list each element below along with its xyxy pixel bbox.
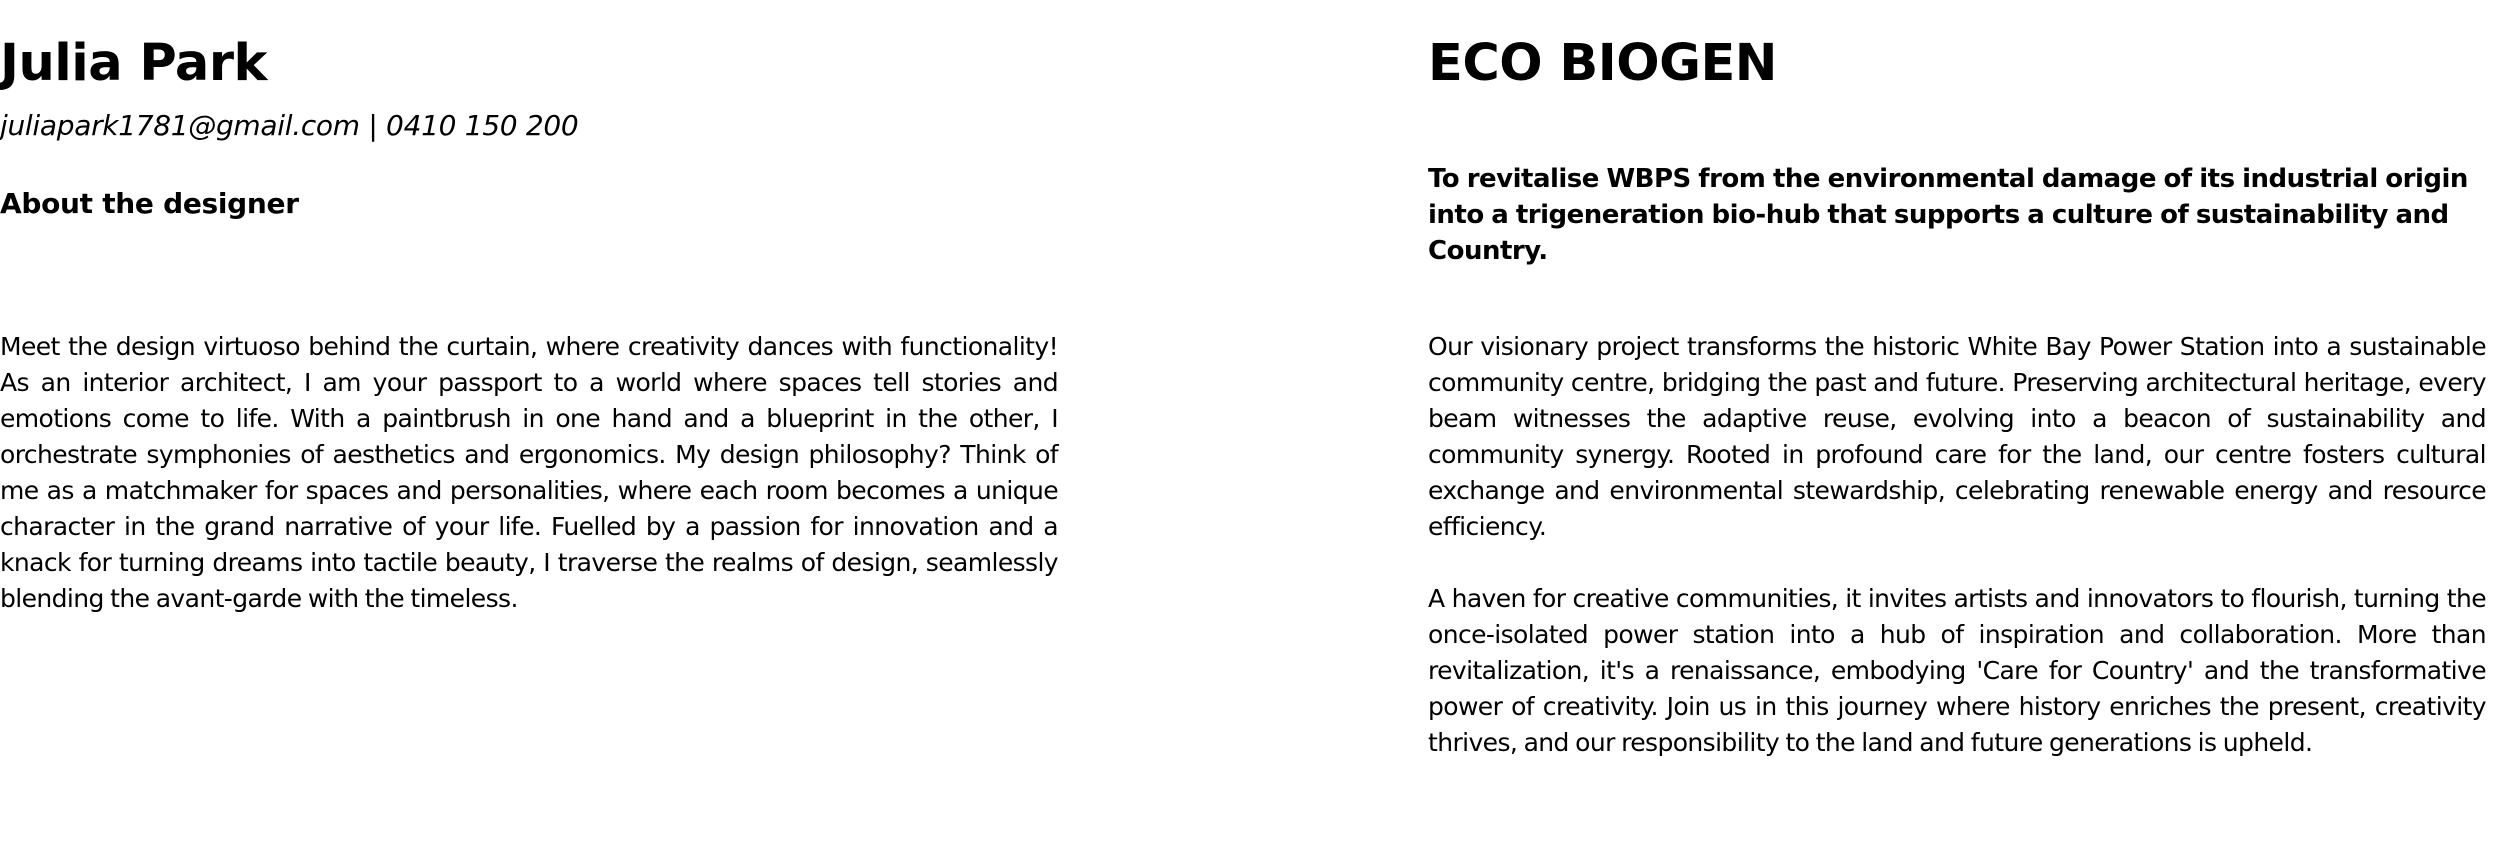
about-paragraph: Meet the design virtuoso behind the curtain, where creativity dances with functionality! As an interior architect, I am your passport to a world where spaces tell stories and emotions come to life. With a paintbrush in one hand and a blueprint in the other, I orchestrate symphonies of aesthetics and ergonomics. My design philosophy? Think of me as a matchmaker for spaces and personalities, where each room becomes a unique character in the grand narrative of your life. Fuelled by a passion for innovation and a knack for turning dreams into tactile beauty, I traverse the realms of design, seamlessly blending the avant-garde with the timeless. bbox=[0, 332, 1058, 613]
project-title: ECO BIOGEN bbox=[1428, 34, 1777, 93]
project-paragraph: A haven for creative communities, it invites artists and innovators to flourish, turning the once-isolated power station into a hub of inspiration and collaboration. More than revitalization, it's a renaissance, embodying 'Care for Country' and the transformative power of creativity. Join us in this journey where history enriches the present, creativity thrives, and our responsibility to the land and future generations is upheld. bbox=[1428, 584, 2486, 757]
project-paragraph: Our visionary project transforms the historic White Bay Power Station into a sustainable community centre, bridging the past and future. Preserving architectural heritage, every beam witnesses the adaptive reuse, evolving into a beacon of sustainability and community synergy. Rooted in profound care for the land, our centre fosters cultural exchange and environmental stewardship, celebrating renewable energy and resource efficiency. bbox=[1428, 332, 2486, 541]
project-aim: To revitalise WBPS from the environmental damage of its industrial origin into a trigeneration bio-hub that supports a culture of sustainability and Country. bbox=[1428, 164, 2468, 266]
designer-contact: juliapark1781@gmail.com | 0410 150 200 bbox=[0, 109, 579, 142]
designer-name: Julia Park bbox=[0, 34, 267, 93]
about-heading: About the designer bbox=[0, 187, 299, 220]
